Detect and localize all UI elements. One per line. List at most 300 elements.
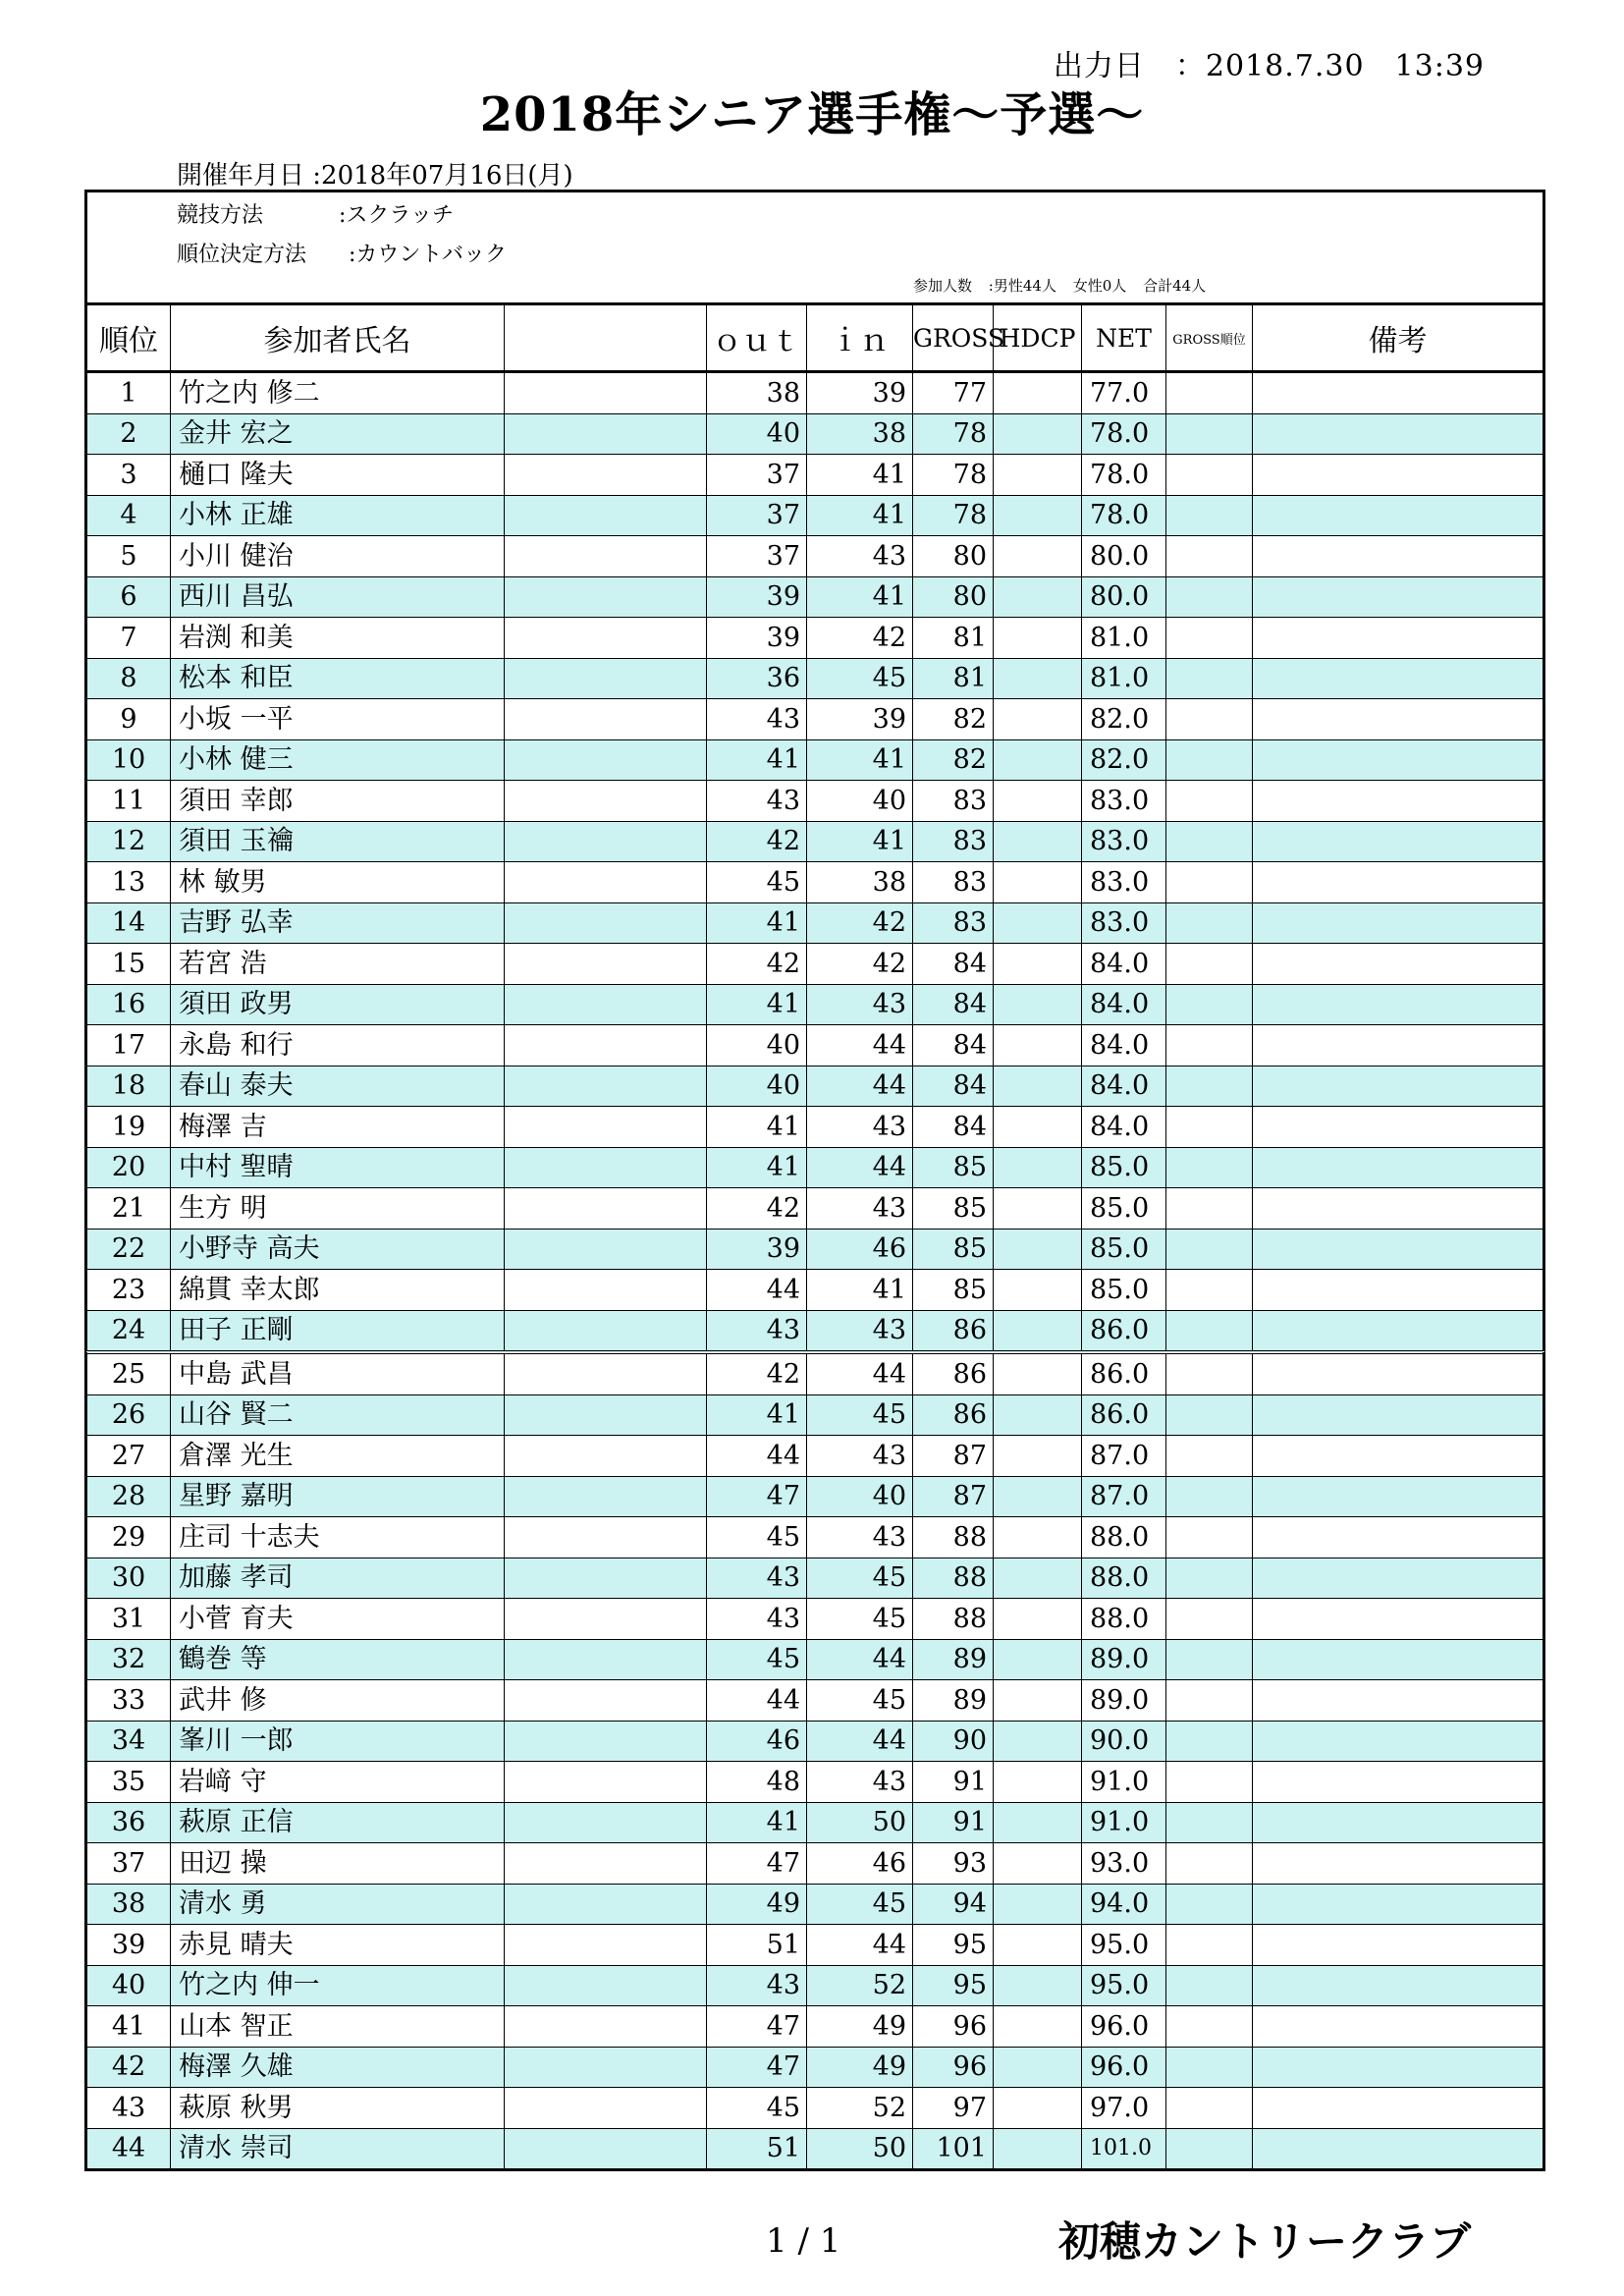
notes-cell xyxy=(1253,1188,1544,1230)
rank-cell: 10 xyxy=(86,739,171,781)
table-row xyxy=(86,984,1544,1025)
gross-rank-cell xyxy=(1166,699,1253,740)
out-cell: 45 xyxy=(707,862,807,903)
blank-cell xyxy=(505,1147,707,1188)
out-cell: 43 xyxy=(707,699,807,740)
hdcp-cell xyxy=(994,781,1082,822)
blank-cell xyxy=(505,1843,707,1885)
rank-cell: 31 xyxy=(86,1599,171,1640)
competition-method-value: :スクラッチ xyxy=(339,203,454,228)
hdcp-cell xyxy=(994,862,1082,903)
rank-cell: 17 xyxy=(86,1025,171,1066)
out-cell: 40 xyxy=(707,413,807,455)
out-cell: 47 xyxy=(707,1843,807,1885)
rank-cell: 38 xyxy=(86,1884,171,1925)
ranking-method-label: 順位決定方法 xyxy=(177,243,307,267)
rank-cell: 37 xyxy=(86,1843,171,1885)
table-row xyxy=(86,1517,1544,1558)
gross-cell: 88 xyxy=(913,1599,994,1640)
out-cell: 47 xyxy=(707,2006,807,2048)
gross-cell: 85 xyxy=(913,1270,994,1311)
out-cell: 39 xyxy=(707,618,807,659)
in-cell: 43 xyxy=(807,1436,913,1477)
hdcp-cell xyxy=(994,1843,1082,1885)
name-cell: 加藤 孝司 xyxy=(171,1558,505,1599)
net-cell: 87.0 xyxy=(1082,1476,1166,1517)
gross-cell: 96 xyxy=(913,2047,994,2088)
blank-cell xyxy=(505,455,707,496)
hdcp-cell xyxy=(994,658,1082,699)
notes-cell xyxy=(1253,1394,1544,1436)
ranking-method-value: :カウントバック xyxy=(349,243,507,267)
participants-male: :男性44人 xyxy=(988,277,1056,295)
name-cell: 小野寺 高夫 xyxy=(171,1229,505,1270)
rank-cell: 40 xyxy=(86,1965,171,2006)
notes-cell xyxy=(1253,781,1544,822)
out-cell: 43 xyxy=(707,1965,807,2006)
col-notes-header: 備考 xyxy=(1253,304,1544,372)
name-cell: 梅澤 久雄 xyxy=(171,2047,505,2088)
out-cell: 51 xyxy=(707,1925,807,1966)
blank-cell xyxy=(505,495,707,536)
gross-cell: 95 xyxy=(913,1925,994,1966)
out-cell: 37 xyxy=(707,495,807,536)
table-row xyxy=(86,1436,1544,1477)
notes-cell xyxy=(1253,1762,1544,1803)
name-cell: 小林 正雄 xyxy=(171,495,505,536)
out-cell: 45 xyxy=(707,2088,807,2129)
net-cell: 78.0 xyxy=(1082,455,1166,496)
rank-cell: 11 xyxy=(86,781,171,822)
out-cell: 40 xyxy=(707,1025,807,1066)
rank-cell: 36 xyxy=(86,1802,171,1843)
out-cell: 41 xyxy=(707,902,807,944)
event-date: 開催年月日 :2018年07月16日(月) xyxy=(177,161,573,191)
col-hdcp-header: HDCP xyxy=(994,304,1082,372)
table-row xyxy=(86,1721,1544,1762)
gross-rank-cell xyxy=(1166,455,1253,496)
net-cell: 95.0 xyxy=(1082,1965,1166,2006)
gross-cell: 82 xyxy=(913,739,994,781)
net-cell: 89.0 xyxy=(1082,1680,1166,1722)
gross-rank-cell xyxy=(1166,1802,1253,1843)
notes-cell xyxy=(1253,1925,1544,1966)
rank-cell: 28 xyxy=(86,1476,171,1517)
in-cell: 41 xyxy=(807,821,913,862)
gross-rank-cell xyxy=(1166,1436,1253,1477)
gross-rank-cell xyxy=(1166,1147,1253,1188)
table-row xyxy=(86,2088,1544,2129)
name-cell: 山谷 賢二 xyxy=(171,1394,505,1436)
hdcp-cell xyxy=(994,1352,1082,1394)
hdcp-cell xyxy=(994,1639,1082,1680)
in-cell: 46 xyxy=(807,1843,913,1885)
gross-rank-cell xyxy=(1166,1517,1253,1558)
hdcp-cell xyxy=(994,495,1082,536)
in-cell: 44 xyxy=(807,1066,913,1107)
in-cell: 43 xyxy=(807,1310,913,1352)
gross-cell: 85 xyxy=(913,1229,994,1270)
name-cell: 庄司 十志夫 xyxy=(171,1517,505,1558)
rank-cell: 23 xyxy=(86,1270,171,1311)
in-cell: 44 xyxy=(807,1352,913,1394)
notes-cell xyxy=(1253,739,1544,781)
club-name: 初穂カントリークラブ xyxy=(1058,2217,1472,2266)
gross-cell: 84 xyxy=(913,1066,994,1107)
name-cell: 清水 崇司 xyxy=(171,2128,505,2170)
blank-cell xyxy=(505,1517,707,1558)
in-cell: 43 xyxy=(807,1762,913,1803)
table-row xyxy=(86,1680,1544,1722)
out-cell: 49 xyxy=(707,1884,807,1925)
net-cell: 85.0 xyxy=(1082,1229,1166,1270)
notes-cell xyxy=(1253,2088,1544,2129)
in-cell: 45 xyxy=(807,1599,913,1640)
gross-rank-cell xyxy=(1166,2128,1253,2170)
gross-cell: 83 xyxy=(913,821,994,862)
rank-cell: 26 xyxy=(86,1394,171,1436)
net-cell: 80.0 xyxy=(1082,576,1166,618)
in-cell: 40 xyxy=(807,781,913,822)
gross-cell: 93 xyxy=(913,1843,994,1885)
table-row xyxy=(86,1066,1544,1107)
blank-cell xyxy=(505,1965,707,2006)
name-cell: 梅澤 吉 xyxy=(171,1107,505,1148)
net-cell: 78.0 xyxy=(1082,413,1166,455)
table-header-row xyxy=(86,304,1544,372)
in-cell: 41 xyxy=(807,576,913,618)
name-cell: 田子 正剛 xyxy=(171,1310,505,1352)
gross-rank-cell xyxy=(1166,2006,1253,2048)
in-cell: 50 xyxy=(807,1802,913,1843)
table-row xyxy=(86,1107,1544,1148)
gross-rank-cell xyxy=(1166,658,1253,699)
gross-rank-cell xyxy=(1166,1599,1253,1640)
name-cell: 松本 和臣 xyxy=(171,658,505,699)
gross-rank-cell xyxy=(1166,1680,1253,1722)
notes-cell xyxy=(1253,1147,1544,1188)
in-cell: 43 xyxy=(807,1517,913,1558)
hdcp-cell xyxy=(994,1066,1082,1107)
rank-cell: 33 xyxy=(86,1680,171,1722)
blank-cell xyxy=(505,1762,707,1803)
name-cell: 鶴巻 等 xyxy=(171,1639,505,1680)
table-row xyxy=(86,944,1544,985)
rank-cell: 12 xyxy=(86,821,171,862)
gross-cell: 83 xyxy=(913,781,994,822)
notes-cell xyxy=(1253,576,1544,618)
hdcp-cell xyxy=(994,1762,1082,1803)
rank-cell: 4 xyxy=(86,495,171,536)
name-cell: 萩原 秋男 xyxy=(171,2088,505,2129)
table-row xyxy=(86,536,1544,577)
hdcp-cell xyxy=(994,1680,1082,1722)
name-cell: 武井 修 xyxy=(171,1680,505,1722)
notes-cell xyxy=(1253,2047,1544,2088)
in-cell: 43 xyxy=(807,536,913,577)
gross-cell: 81 xyxy=(913,658,994,699)
out-cell: 42 xyxy=(707,944,807,985)
hdcp-cell xyxy=(994,984,1082,1025)
net-cell: 94.0 xyxy=(1082,1884,1166,1925)
name-cell: 小川 健治 xyxy=(171,536,505,577)
gross-cell: 78 xyxy=(913,495,994,536)
table-row xyxy=(86,739,1544,781)
blank-cell xyxy=(505,739,707,781)
rank-cell: 35 xyxy=(86,1762,171,1803)
table-row xyxy=(86,1394,1544,1436)
gross-rank-cell xyxy=(1166,1843,1253,1885)
gross-cell: 81 xyxy=(913,618,994,659)
hdcp-cell xyxy=(994,1802,1082,1843)
out-cell: 38 xyxy=(707,372,807,414)
notes-cell xyxy=(1253,1843,1544,1885)
name-cell: 星野 嘉明 xyxy=(171,1476,505,1517)
blank-cell xyxy=(505,944,707,985)
hdcp-cell xyxy=(994,1025,1082,1066)
rank-cell: 15 xyxy=(86,944,171,985)
gross-cell: 83 xyxy=(913,902,994,944)
out-cell: 44 xyxy=(707,1436,807,1477)
gross-rank-cell xyxy=(1166,2088,1253,2129)
gross-cell: 84 xyxy=(913,984,994,1025)
net-cell: 90.0 xyxy=(1082,1721,1166,1762)
blank-cell xyxy=(505,984,707,1025)
in-cell: 44 xyxy=(807,1721,913,1762)
blank-cell xyxy=(505,1229,707,1270)
blank-cell xyxy=(505,1066,707,1107)
table-row xyxy=(86,902,1544,944)
hdcp-cell xyxy=(994,1310,1082,1352)
gross-cell: 91 xyxy=(913,1802,994,1843)
out-cell: 45 xyxy=(707,1639,807,1680)
net-cell: 77.0 xyxy=(1082,372,1166,414)
rank-cell: 9 xyxy=(86,699,171,740)
hdcp-cell xyxy=(994,618,1082,659)
out-cell: 42 xyxy=(707,1188,807,1230)
rank-cell: 20 xyxy=(86,1147,171,1188)
gross-cell: 97 xyxy=(913,2088,994,2129)
net-cell: 83.0 xyxy=(1082,821,1166,862)
hdcp-cell xyxy=(994,1558,1082,1599)
out-cell: 44 xyxy=(707,1270,807,1311)
blank-cell xyxy=(505,699,707,740)
hdcp-cell xyxy=(994,1147,1082,1188)
rank-cell: 25 xyxy=(86,1352,171,1394)
hdcp-cell xyxy=(994,2006,1082,2048)
hdcp-cell xyxy=(994,821,1082,862)
gross-rank-cell xyxy=(1166,2047,1253,2088)
net-cell: 89.0 xyxy=(1082,1639,1166,1680)
gross-cell: 80 xyxy=(913,536,994,577)
net-cell: 85.0 xyxy=(1082,1188,1166,1230)
in-cell: 45 xyxy=(807,658,913,699)
blank-cell xyxy=(505,862,707,903)
participants-label: 参加人数 xyxy=(913,277,973,295)
hdcp-cell xyxy=(994,2128,1082,2170)
net-cell: 85.0 xyxy=(1082,1147,1166,1188)
in-cell: 41 xyxy=(807,495,913,536)
in-cell: 49 xyxy=(807,2047,913,2088)
notes-cell xyxy=(1253,1229,1544,1270)
in-cell: 52 xyxy=(807,2088,913,2129)
competition-method-label: 競技方法 xyxy=(177,203,264,228)
name-cell: 岩﨑 守 xyxy=(171,1762,505,1803)
gross-rank-cell xyxy=(1166,1884,1253,1925)
out-cell: 41 xyxy=(707,739,807,781)
table-row xyxy=(86,2047,1544,2088)
blank-cell xyxy=(505,821,707,862)
blank-cell xyxy=(505,1436,707,1477)
gross-cell: 77 xyxy=(913,372,994,414)
net-cell: 86.0 xyxy=(1082,1394,1166,1436)
table-row xyxy=(86,495,1544,536)
gross-cell: 94 xyxy=(913,1884,994,1925)
name-cell: 樋口 隆夫 xyxy=(171,455,505,496)
col-out-header: ｏｕｔ xyxy=(707,304,807,372)
out-cell: 41 xyxy=(707,1107,807,1148)
notes-cell xyxy=(1253,1965,1544,2006)
hdcp-cell xyxy=(994,699,1082,740)
hdcp-cell xyxy=(994,944,1082,985)
out-cell: 43 xyxy=(707,1558,807,1599)
col-name-header: 参加者氏名 xyxy=(171,304,505,372)
net-cell: 83.0 xyxy=(1082,902,1166,944)
hdcp-cell xyxy=(994,1188,1082,1230)
name-cell: 若宮 浩 xyxy=(171,944,505,985)
blank-cell xyxy=(505,1107,707,1148)
name-cell: 竹之内 伸一 xyxy=(171,1965,505,2006)
gross-cell: 87 xyxy=(913,1476,994,1517)
out-cell: 45 xyxy=(707,1517,807,1558)
notes-cell xyxy=(1253,1639,1544,1680)
in-cell: 45 xyxy=(807,1394,913,1436)
net-cell: 84.0 xyxy=(1082,1066,1166,1107)
col-gross-header: GROSS xyxy=(913,304,994,372)
gross-rank-cell xyxy=(1166,1310,1253,1352)
hdcp-cell xyxy=(994,455,1082,496)
notes-cell xyxy=(1253,1517,1544,1558)
table-row xyxy=(86,2128,1544,2170)
notes-cell xyxy=(1253,413,1544,455)
hdcp-cell xyxy=(994,1229,1082,1270)
gross-cell: 86 xyxy=(913,1352,994,1394)
out-cell: 37 xyxy=(707,455,807,496)
net-cell: 88.0 xyxy=(1082,1599,1166,1640)
gross-cell: 86 xyxy=(913,1310,994,1352)
notes-cell xyxy=(1253,2006,1544,2048)
gross-rank-cell xyxy=(1166,1721,1253,1762)
gross-rank-cell xyxy=(1166,1352,1253,1394)
hdcp-cell xyxy=(994,1107,1082,1148)
gross-rank-cell xyxy=(1166,944,1253,985)
table-row xyxy=(86,1639,1544,1680)
notes-cell xyxy=(1253,1721,1544,1762)
blank-cell xyxy=(505,1476,707,1517)
blank-cell xyxy=(505,1352,707,1394)
name-cell: 小坂 一平 xyxy=(171,699,505,740)
net-cell: 95.0 xyxy=(1082,1925,1166,1966)
table-row xyxy=(86,1147,1544,1188)
table-row xyxy=(86,455,1544,496)
hdcp-cell xyxy=(994,1517,1082,1558)
notes-cell xyxy=(1253,1352,1544,1394)
results-table xyxy=(84,302,1545,2171)
hdcp-cell xyxy=(994,739,1082,781)
gross-rank-cell xyxy=(1166,1762,1253,1803)
hdcp-cell xyxy=(994,902,1082,944)
net-cell: 82.0 xyxy=(1082,699,1166,740)
blank-cell xyxy=(505,781,707,822)
name-cell: 赤見 晴夫 xyxy=(171,1925,505,1966)
table-row xyxy=(86,1965,1544,2006)
gross-rank-cell xyxy=(1166,372,1253,414)
gross-rank-cell xyxy=(1166,781,1253,822)
blank-cell xyxy=(505,1639,707,1680)
table-row xyxy=(86,658,1544,699)
notes-cell xyxy=(1253,2128,1544,2170)
net-cell: 82.0 xyxy=(1082,739,1166,781)
name-cell: 倉澤 光生 xyxy=(171,1436,505,1477)
table-row xyxy=(86,1925,1544,1966)
net-cell: 84.0 xyxy=(1082,944,1166,985)
notes-cell xyxy=(1253,618,1544,659)
notes-cell xyxy=(1253,1680,1544,1722)
blank-cell xyxy=(505,1884,707,1925)
gross-cell: 86 xyxy=(913,1394,994,1436)
name-cell: 綿貫 幸太郎 xyxy=(171,1270,505,1311)
out-cell: 39 xyxy=(707,1229,807,1270)
gross-rank-cell xyxy=(1166,739,1253,781)
rank-cell: 13 xyxy=(86,862,171,903)
name-cell: 小菅 育夫 xyxy=(171,1599,505,1640)
blank-cell xyxy=(505,372,707,414)
blank-cell xyxy=(505,2006,707,2048)
table-row xyxy=(86,1558,1544,1599)
net-cell: 86.0 xyxy=(1082,1310,1166,1352)
notes-cell xyxy=(1253,536,1544,577)
in-cell: 50 xyxy=(807,2128,913,2170)
out-cell: 43 xyxy=(707,781,807,822)
participants-female: 女性0人 xyxy=(1072,277,1127,295)
col-in-header: ｉｎ xyxy=(807,304,913,372)
blank-cell xyxy=(505,1925,707,1966)
gross-cell: 85 xyxy=(913,1188,994,1230)
col-blank-header xyxy=(505,304,707,372)
table-row xyxy=(86,1476,1544,1517)
name-cell: 須田 幸郎 xyxy=(171,781,505,822)
blank-cell xyxy=(505,1721,707,1762)
rank-cell: 39 xyxy=(86,1925,171,1966)
notes-cell xyxy=(1253,1884,1544,1925)
in-cell: 43 xyxy=(807,984,913,1025)
in-cell: 44 xyxy=(807,1147,913,1188)
name-cell: 萩原 正信 xyxy=(171,1802,505,1843)
gross-cell: 84 xyxy=(913,1107,994,1148)
in-cell: 42 xyxy=(807,618,913,659)
rank-cell: 32 xyxy=(86,1639,171,1680)
gross-cell: 91 xyxy=(913,1762,994,1803)
name-cell: 山本 智正 xyxy=(171,2006,505,2048)
output-date: 出力日 ：2018.7.30 13:39 xyxy=(1053,49,1485,83)
out-cell: 41 xyxy=(707,1802,807,1843)
ranking-method xyxy=(177,238,507,268)
gross-cell: 96 xyxy=(913,2006,994,2048)
gross-rank-cell xyxy=(1166,413,1253,455)
net-cell: 80.0 xyxy=(1082,536,1166,577)
table-row xyxy=(86,1762,1544,1803)
blank-cell xyxy=(505,658,707,699)
